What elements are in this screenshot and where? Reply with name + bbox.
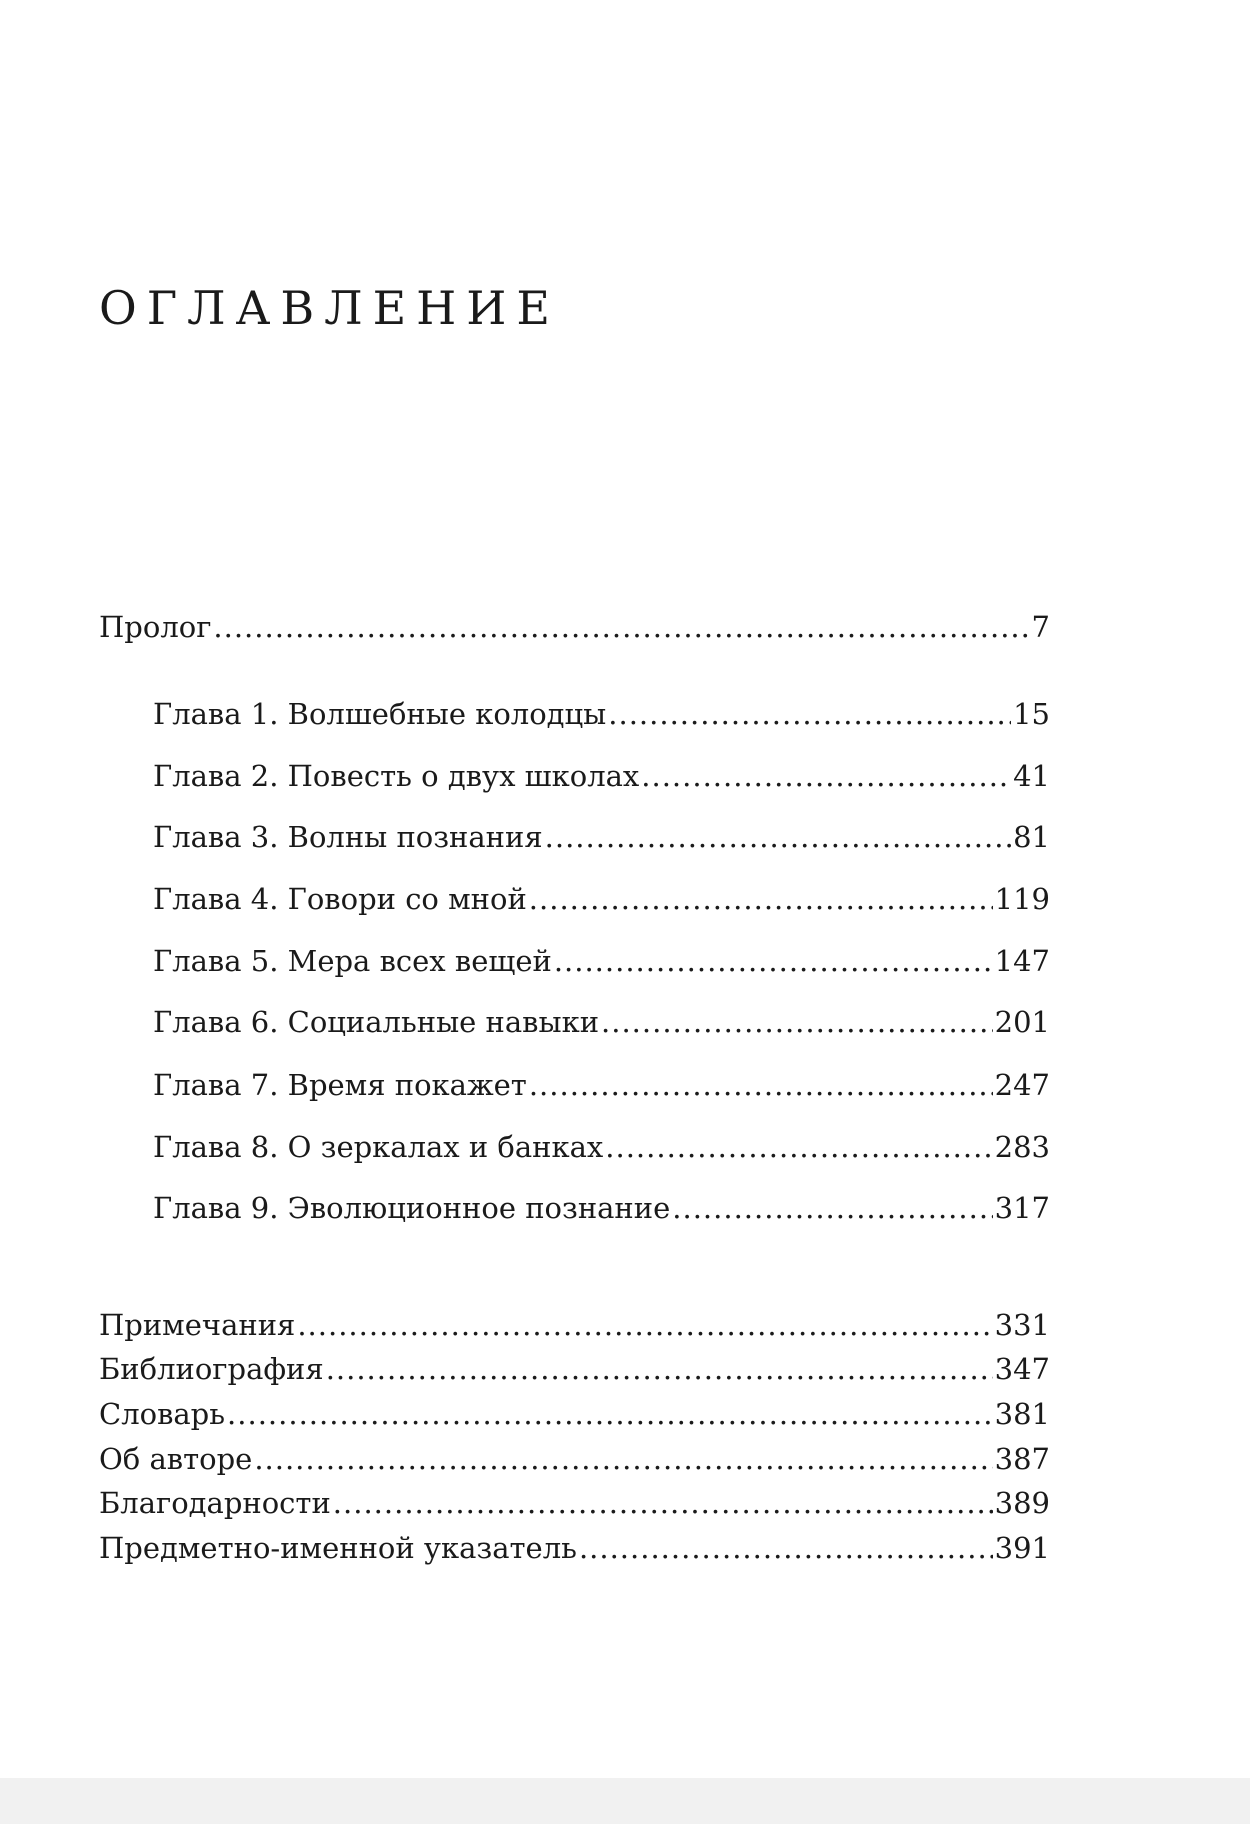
toc-entry-page: 391 [994, 1531, 1050, 1565]
toc-entry-label: Глава 2. Повесть о двух школах [153, 759, 640, 793]
toc-entry-label: Пролог [99, 610, 212, 644]
toc-entry-chapter-8 [153, 1124, 1050, 1170]
toc-leader-dots [254, 1436, 992, 1482]
toc-entry-label: Глава 4. Говори со мной [153, 882, 527, 916]
toc-entry-label: Глава 8. О зеркалах и банках [153, 1130, 604, 1164]
toc-entry-page: 119 [994, 882, 1050, 916]
toc-leader-dots [333, 1480, 993, 1526]
toc-entry-chapter-4 [153, 876, 1050, 922]
toc-entry-glossary [99, 1391, 1050, 1437]
toc-entry-label: Об авторе [99, 1442, 253, 1476]
toc-leader-dots [608, 691, 1011, 737]
toc-entry-page: 247 [994, 1068, 1050, 1102]
toc-entry-label: Глава 5. Мера всех вещей [153, 944, 552, 978]
toc-entry-label: Глава 3. Волны познания [153, 820, 543, 854]
page-title: ОГЛАВЛЕНИЕ [99, 281, 560, 335]
toc-entry-page: 381 [994, 1397, 1050, 1431]
toc-entry-about-author [99, 1436, 1050, 1482]
toc-entry-label: Глава 7. Время покажет [153, 1068, 527, 1102]
toc-entry-label: Словарь [99, 1397, 226, 1431]
toc-leader-dots [213, 604, 1029, 650]
toc-entry-page: 331 [994, 1308, 1050, 1342]
toc-entry-chapter-3 [153, 814, 1050, 860]
toc-entry-chapter-6 [153, 999, 1050, 1045]
toc-leader-dots [579, 1525, 993, 1571]
toc-entry-label: Глава 9. Эволюционное познание [153, 1191, 671, 1225]
toc-entry-page: 283 [994, 1130, 1050, 1164]
toc-entry-bibliography [99, 1346, 1050, 1392]
toc-entry-index [99, 1525, 1050, 1571]
toc-entry-page: 147 [994, 944, 1050, 978]
toc-entry-label: Глава 6. Социальные навыки [153, 1005, 600, 1039]
toc-leader-dots [554, 938, 993, 984]
toc-entry-page: 7 [1031, 610, 1050, 644]
toc-leader-dots [641, 753, 1011, 799]
toc-entry-chapter-1 [153, 691, 1050, 737]
toc-entry-chapter-5 [153, 938, 1050, 984]
toc-entry-page: 41 [1013, 759, 1050, 793]
toc-entry-label: Глава 1. Волшебные колодцы [153, 697, 607, 731]
toc-entry-label: Примечания [99, 1308, 296, 1342]
toc-entry-page: 387 [994, 1442, 1050, 1476]
toc-leader-dots [605, 1124, 992, 1170]
toc-leader-dots [297, 1302, 992, 1348]
toc-entry-page: 81 [1013, 820, 1050, 854]
toc-entry-label: Библиография [99, 1352, 324, 1386]
toc-entry-prologue [99, 604, 1050, 650]
toc-leader-dots [545, 814, 1011, 860]
toc-entry-label: Предметно-именной указатель [99, 1531, 577, 1565]
page-bottom-band [0, 1778, 1250, 1824]
toc-entry-page: 347 [994, 1352, 1050, 1386]
toc-entry-chapter-2 [153, 753, 1050, 799]
toc-entry-page: 317 [994, 1191, 1050, 1225]
toc-leader-dots [529, 1062, 993, 1108]
toc-leader-dots [227, 1391, 993, 1437]
toc-entry-acknowledgements [99, 1480, 1050, 1526]
toc-leader-dots [672, 1185, 992, 1231]
toc-entry-page: 389 [994, 1486, 1050, 1520]
toc-entry-page: 15 [1013, 697, 1050, 731]
toc-leader-dots [529, 876, 993, 922]
toc-leader-dots [326, 1346, 993, 1392]
toc-entry-chapter-7 [153, 1062, 1050, 1108]
toc-entry-page: 201 [994, 1005, 1050, 1039]
toc-entry-notes [99, 1302, 1050, 1348]
toc-leader-dots [601, 999, 993, 1045]
toc-entry-label: Благодарности [99, 1486, 331, 1520]
toc-entry-chapter-9 [153, 1185, 1050, 1231]
